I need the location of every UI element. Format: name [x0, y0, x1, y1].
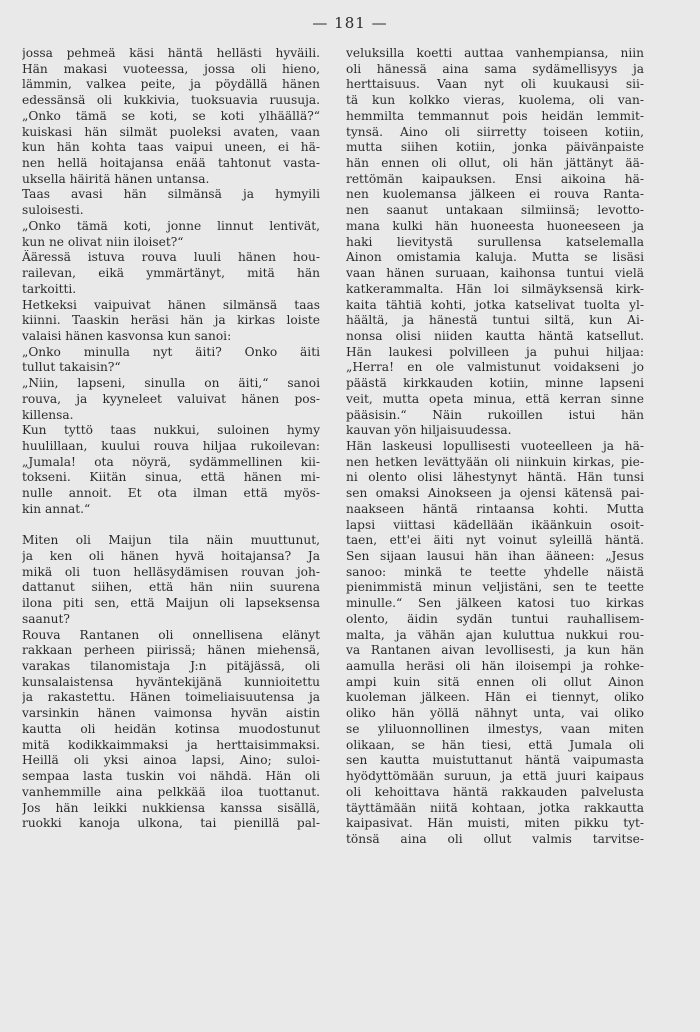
left-column-line: Rouva Rantanen oli onnellisena elänyt	[22, 627, 320, 642]
right-column-line: sen kautta muistuttanut häntä vaipumasta	[346, 753, 644, 768]
left-column-line: „Onko tämä se koti, se koti ylhäällä?“	[22, 108, 320, 123]
right-column-line: kaipasivat. Hän muisti, miten pikku tyt-	[346, 816, 644, 831]
left-column-line: Jos hän leikki nukkiensa kanssa sisällä,	[22, 800, 320, 815]
left-column-line: „Onko minulla nyt äiti? Onko äiti	[22, 344, 320, 359]
left-column-line: railevan, eikä ymmärtänyt, mitä hän	[22, 266, 320, 281]
left-column-line: Miten oli Maijun tila näin muuttunut,	[22, 533, 320, 548]
left-column-line: uksella häiritä hänen untansa.	[22, 171, 210, 186]
right-column-line: tynsä. Aino oli siirretty toiseen kotiin,	[346, 124, 644, 139]
left-column-line: valaisi hänen kasvonsa kun sanoi:	[22, 328, 232, 343]
right-column-line: naakseen häntä rintaansa kohti. Mutta	[346, 501, 644, 516]
right-column-line: vaan hänen suruaan, kaihonsa tuntui vielä	[346, 266, 644, 281]
left-column-line: nulle annoit. Et ota ilman että myös-	[22, 486, 320, 501]
right-column-line: katkerammalta. Hän loi silmäyksensä kirk-	[346, 281, 644, 296]
right-column-line: kuoleman jälkeen. Hän ei tiennyt, oliko	[346, 690, 644, 705]
right-column-line: hän ennen oli ollut, oli hän jättänyt ää-	[346, 156, 644, 171]
right-column-line: kauvan yön hiljaisuudessa.	[346, 423, 512, 438]
left-column-line: Ääressä istuva rouva luuli hänen hou-	[22, 250, 320, 265]
right-column-line: sanoo: minkä te teette yhdelle näistä	[346, 564, 644, 579]
left-column-line: kun ne olivat niin iloiset?“	[22, 234, 184, 249]
right-column-line: nonsa olisi niiden kautta häntä katsellut.	[346, 328, 644, 343]
left-column-line: vanhemmille aina pelkkää iloa tuottanut.	[22, 784, 320, 799]
right-text-column	[346, 46, 644, 848]
right-column-line: pääsisin.“ Näin rukoillen istui hän	[346, 407, 644, 422]
right-column-line: ni olento olisi lähestynyt häntä. Hän tunsi	[346, 470, 644, 485]
right-column-line: va Rantanen aivan levollisesti, ja kun hän	[346, 643, 644, 658]
right-column-line: veluksilla koetti auttaa vanhempiansa, niin	[346, 46, 644, 60]
left-column-line: jossa pehmeä käsi häntä hellästi hyväili.	[22, 46, 320, 60]
right-column-line: nen hetken levättyään oli niinkuin kirkas, pie-	[346, 454, 644, 469]
left-text-column	[22, 46, 320, 832]
right-column-line: kaita tähtiä kohti, jotka katselivat tuolta yl-	[346, 297, 644, 312]
right-column-line: haki lievitystä surullensa katselemalla	[346, 234, 644, 249]
right-column-line: Hän laskeusi lopullisesti vuoteelleen ja hä-	[346, 438, 644, 453]
left-column-line: tokseni. Kiitän sinua, että hänen mi-	[22, 470, 320, 485]
right-column-line: „Herra! en ole valmistunut voidakseni jo	[346, 360, 644, 375]
right-column-line: mutta siihen kotiin, jonka päivänpaiste	[346, 140, 644, 155]
right-column-line: olikaan, se hän tiesi, että Jumala oli	[346, 737, 644, 752]
right-column-line: mana kulki hän huoneesta huoneeseen ja	[346, 218, 644, 233]
left-column-line: varsinkin hänen vaimonsa hyvän aistin	[22, 706, 320, 721]
left-column-line: kiinni. Taaskin heräsi hän ja kirkas loiste	[22, 313, 320, 328]
right-column-line: taen, ett'ei äiti nyt voinut syleillä häntä.	[346, 533, 644, 548]
right-column-line: Sen sijaan lausui hän ihan ääneen: „Jesus	[346, 549, 644, 563]
right-column-line: aamulla heräsi oli hän iloisempi ja rohke-	[346, 659, 644, 674]
right-column-line: hyödyttömään suruun, ja että juuri kaipaus	[346, 769, 644, 784]
left-column-line: Hän makasi vuoteessa, jossa oli hieno,	[22, 61, 320, 76]
right-column-line: Hän laukesi polvilleen ja puhui hiljaa:	[346, 344, 644, 359]
right-column-line: häältä, ja hänestä tuntui siltä, kun Ai-	[346, 313, 644, 328]
right-column-line: päästä kirkkauden kotiin, minne lapseni	[346, 376, 644, 391]
left-column-line: Taas avasi hän silmänsä ja hymyili	[22, 187, 320, 202]
left-column-line: lämmin, valkea peite, ja pöydällä hänen	[22, 77, 320, 92]
right-column-line: minulle.“ Sen jälkeen katosi tuo kirkas	[346, 596, 644, 611]
left-column-line: huulillaan, kuului rouva hiljaa rukoilevan:	[22, 438, 320, 453]
left-column-line: mikä oli tuon helläsydämisen rouvan joh-	[22, 564, 320, 579]
right-column-line: täyttämään niitä kohtaan, jotka rakkautta	[346, 800, 644, 815]
left-column-line: sempaa lasta tuskin voi nähdä. Hän oli	[22, 769, 320, 784]
left-column-line: rouva, ja kyyneleet valuivat hänen pos-	[22, 391, 320, 406]
left-column-line: kin annat.“	[22, 501, 91, 516]
left-column-line: nen hellä hoitajansa enää tahtonut vasta-	[22, 156, 320, 171]
left-column-line: suloisesti.	[22, 203, 84, 218]
left-column-line: Hetkeksi vaipuivat hänen silmänsä taas	[22, 297, 320, 312]
left-column-line: tullut takaisin?“	[22, 360, 121, 375]
right-column-line: oli kehoittava häntä rakkauden palvelusta	[346, 784, 644, 799]
right-column-line: malta, ja vähän ajan kuluttua nukkui rou-	[346, 627, 644, 642]
right-column-line: tä kun kolkko vieras, kuolema, oli van-	[346, 93, 644, 108]
right-column-line: hemmilta temmannut pois heidän lemmit-	[346, 108, 644, 123]
right-column-line: sen omaksi Ainokseen ja ojensi kätensä pai-	[346, 486, 644, 501]
left-column-line: kunsalaistensa hyväntekijänä kunnioitettu	[22, 674, 320, 689]
right-column-line: rettömän kaipauksen. Ensi aikoina hä-	[346, 171, 644, 186]
left-column-line: killensa.	[22, 407, 74, 422]
right-column-line: se yliluonnollinen ilmestys, vaan miten	[346, 721, 644, 736]
left-column-line: ruokki kanoja ulkona, tai pienillä pal-	[22, 816, 320, 831]
left-column-line: ja ken oli hänen hyvä hoitajansa? Ja	[22, 549, 320, 563]
right-column-line: lapsi viittasi kädellään ikäänkuin osoit-	[346, 517, 644, 532]
right-column-line: oli hänessä aina sama sydämellisyys ja	[346, 61, 644, 76]
right-column-line: herttaisuus. Vaan nyt oli kuukausi sii-	[346, 77, 644, 92]
left-column-line: „Niin, lapseni, sinulla on äiti,“ sanoi	[22, 376, 320, 391]
left-column-line: kun hän kohta taas vaipui uneen, ei hä-	[22, 140, 320, 155]
left-column-line: ilona piti sen, että Maijun oli lapseksensa	[22, 596, 320, 611]
right-column-line: ampi kuin sitä ennen oli ollut Ainon	[346, 674, 644, 689]
right-column-line: nen saanut untakaan silmiinsä; levotto-	[346, 203, 644, 218]
left-column-line: saanut?	[22, 611, 70, 626]
left-column-line: mitä kodikkaimmaksi ja herttaisimmaksi.	[22, 737, 320, 752]
left-column-line: tarkoitti.	[22, 281, 77, 296]
left-column-line: varakas tilanomistaja J:n pitäjässä, oli	[22, 659, 320, 674]
right-column-line: olento, äidin sydän tuntui rauhallisem-	[346, 611, 644, 626]
left-column-line: Heillä oli yksi ainoa lapsi, Aino; suloi-	[22, 753, 320, 768]
right-column-line: tönsä aina oli ollut valmis tarvitse-	[346, 831, 644, 846]
right-column-line: nen kuolemansa jälkeen ei rouva Ranta-	[346, 187, 644, 202]
left-column-line: „Jumala! ota nöyrä, sydämmellinen kii-	[22, 454, 320, 469]
left-column-line: edessänsä oli kukkivia, tuoksuavia ruusuja.	[22, 93, 320, 108]
left-column-line: „Onko tämä koti, jonne linnut lentivät,	[22, 218, 320, 233]
left-column-line: rakkaan perheen piirissä; hänen miehensä,	[22, 643, 320, 658]
right-column-line: oliko hän yöllä nähnyt unta, vai oliko	[346, 706, 644, 721]
left-column-line: kuiskasi hän silmät puoleksi avaten, vaan	[22, 124, 320, 139]
left-column-line: dattanut siihen, että hän niin suurena	[22, 580, 320, 595]
left-column-line: ja rakastettu. Hänen toimeliaisuutensa ja	[22, 690, 320, 705]
right-column-line: pienimmistä minun veljistäni, sen te teette	[346, 580, 644, 595]
left-column-line: kautta oli heidän kotinsa muodostunut	[22, 721, 320, 736]
right-column-line: Ainon omistamia kaluja. Mutta se lisäsi	[346, 250, 644, 265]
right-column-line: veit, mutta opeta minua, että kerran sinne	[346, 391, 644, 406]
left-column-line: Kun tyttö taas nukkui, suloinen hymy	[22, 423, 320, 438]
page-number: — 181 —	[312, 14, 388, 32]
